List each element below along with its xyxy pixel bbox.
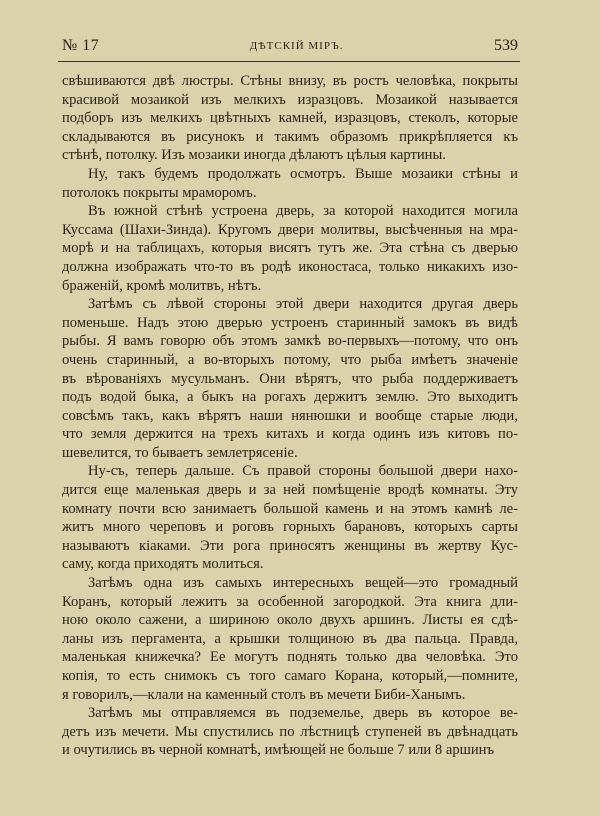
text-line: ною около сажени, а шириною около двухъ аршинъ. Листы ея сдѣ- <box>62 612 518 629</box>
paragraph <box>62 295 518 462</box>
issue-number: № 17 <box>62 37 100 54</box>
text-line: комнату почти всю занимаетъ большой камень и на этомъ камнѣ ле- <box>62 500 518 517</box>
text-line: шевелится, то бываетъ землетрясеніе. <box>62 444 298 461</box>
text-line: въ вѣрованіяхъ мусульманъ. Они вѣрятъ, что рыба поддерживаетъ <box>62 370 518 387</box>
text-line: подъ водой быка, а быкъ на рогахъ держитъ землю. Это выходитъ <box>62 389 518 406</box>
text-line: Ну-съ, теперь дальше. Съ правой стороны большой двери нахо- <box>88 463 518 480</box>
paragraph <box>62 704 518 760</box>
text-line: Ну, такъ будемъ продолжать осмотръ. Выше мозаики стѣны и <box>88 165 518 182</box>
paragraph <box>62 202 518 295</box>
text-line: Куссама (Шахи-Зинда). Кругомъ двери молитвы, высѣченныя на мра- <box>62 221 518 238</box>
text-line: маленькая книжечка? Ее могутъ поднять только два человѣка. Это <box>62 649 518 666</box>
text-line: я говорилъ,—клали на каменный столъ въ мечети Биби-Ханымъ. <box>62 686 466 703</box>
text-line: Затѣмъ мы отправляемся въ подземелье, дверь въ которое ве- <box>88 705 518 722</box>
page-number: 539 <box>493 37 518 54</box>
paragraph <box>62 72 518 165</box>
text-line: очень старинный, а во-вторыхъ потому, что рыба имѣетъ значеніе <box>62 351 518 368</box>
article-body <box>62 72 518 760</box>
text-line: Затѣмъ съ лѣвой стороны этой двери находится другая дверь <box>88 296 518 313</box>
text-line: Затѣмъ одна изъ самыхъ интересныхъ вещей—это громадный <box>88 575 518 592</box>
text-line: совсѣмъ такъ, какъ вѣрятъ наши нянюшки и вообще старые люди, <box>62 407 518 424</box>
text-line: красивой мозаикой изъ мелкихъ изразцовъ. Мозаикой называется <box>62 91 518 108</box>
text-line: детъ изъ мечети. Мы спустились по лѣстницѣ ступеней въ двѣнадцать <box>62 723 518 740</box>
text-line: рыбы. Я вамъ говорю объ этомъ замкѣ во-первыхъ—потому, что онъ <box>62 333 518 350</box>
paragraph <box>62 165 518 202</box>
text-line: саму, когда приходятъ молиться. <box>62 556 264 573</box>
text-line: свѣшиваются двѣ люстры. Стѣны внизу, въ ростъ человѣка, покрыты <box>62 73 518 89</box>
text-line: дится еще маленькая дверь и за ней помѣщеніе вродѣ комнаты. Эту <box>62 482 518 499</box>
text-line: складываются въ рисунокъ и такимъ образомъ прикрѣпляется къ <box>62 128 518 145</box>
text-line: поменьше. Надъ этою дверью устроенъ старинный замокъ въ видѣ <box>62 314 518 331</box>
text-line: житъ много череповъ и роговъ горныхъ барановъ, которыхъ сарты <box>62 519 518 536</box>
text-line: Коранъ, который лежитъ за особенной загородкой. Эта книга дли- <box>62 593 518 610</box>
journal-title: ДѢТСКІЙ МІРЪ. <box>249 40 344 52</box>
paragraph <box>62 462 518 574</box>
text-line: ланы изъ пергамента, а крышки толщиною въ два пальца. Правда, <box>62 630 518 647</box>
paragraph <box>62 574 518 704</box>
text-line: стѣнѣ, потолку. Изъ мозаики иногда дѣлаютъ цѣлыя картины. <box>62 147 446 164</box>
running-header <box>62 34 518 58</box>
header-rule <box>58 61 520 62</box>
text-line: копія, то есть снимокъ съ того самаго Корана, который,—помните, <box>62 668 518 684</box>
text-line: браженій, кромѣ молитвъ, нѣтъ. <box>62 277 262 294</box>
text-line: потолокъ покрыты мраморомъ. <box>62 184 257 201</box>
text-line: подборъ изъ мелкихъ цвѣтныхъ камней, изразцовъ, стеколъ, которые <box>62 110 518 127</box>
text-line: морѣ и на таблицахъ, которыя висятъ тутъ же. Эта стѣна съ дверью <box>62 240 518 257</box>
text-line: что земля держится на трехъ китахъ и когда одинъ изъ китовъ по- <box>62 426 518 443</box>
text-line: и очутились въ черной комнатѣ, имѣющей не больше 7 или 8 аршинъ <box>62 742 495 759</box>
text-line: должна изображать что-то въ родѣ иконостаса, только никакихъ изо- <box>62 258 518 275</box>
text-line: называютъ кіаками. Эти рога приносятъ женщины въ жертву Кус- <box>62 537 518 554</box>
text-line: Въ южной стѣнѣ устроена дверь, за которой находится могила <box>88 203 518 220</box>
